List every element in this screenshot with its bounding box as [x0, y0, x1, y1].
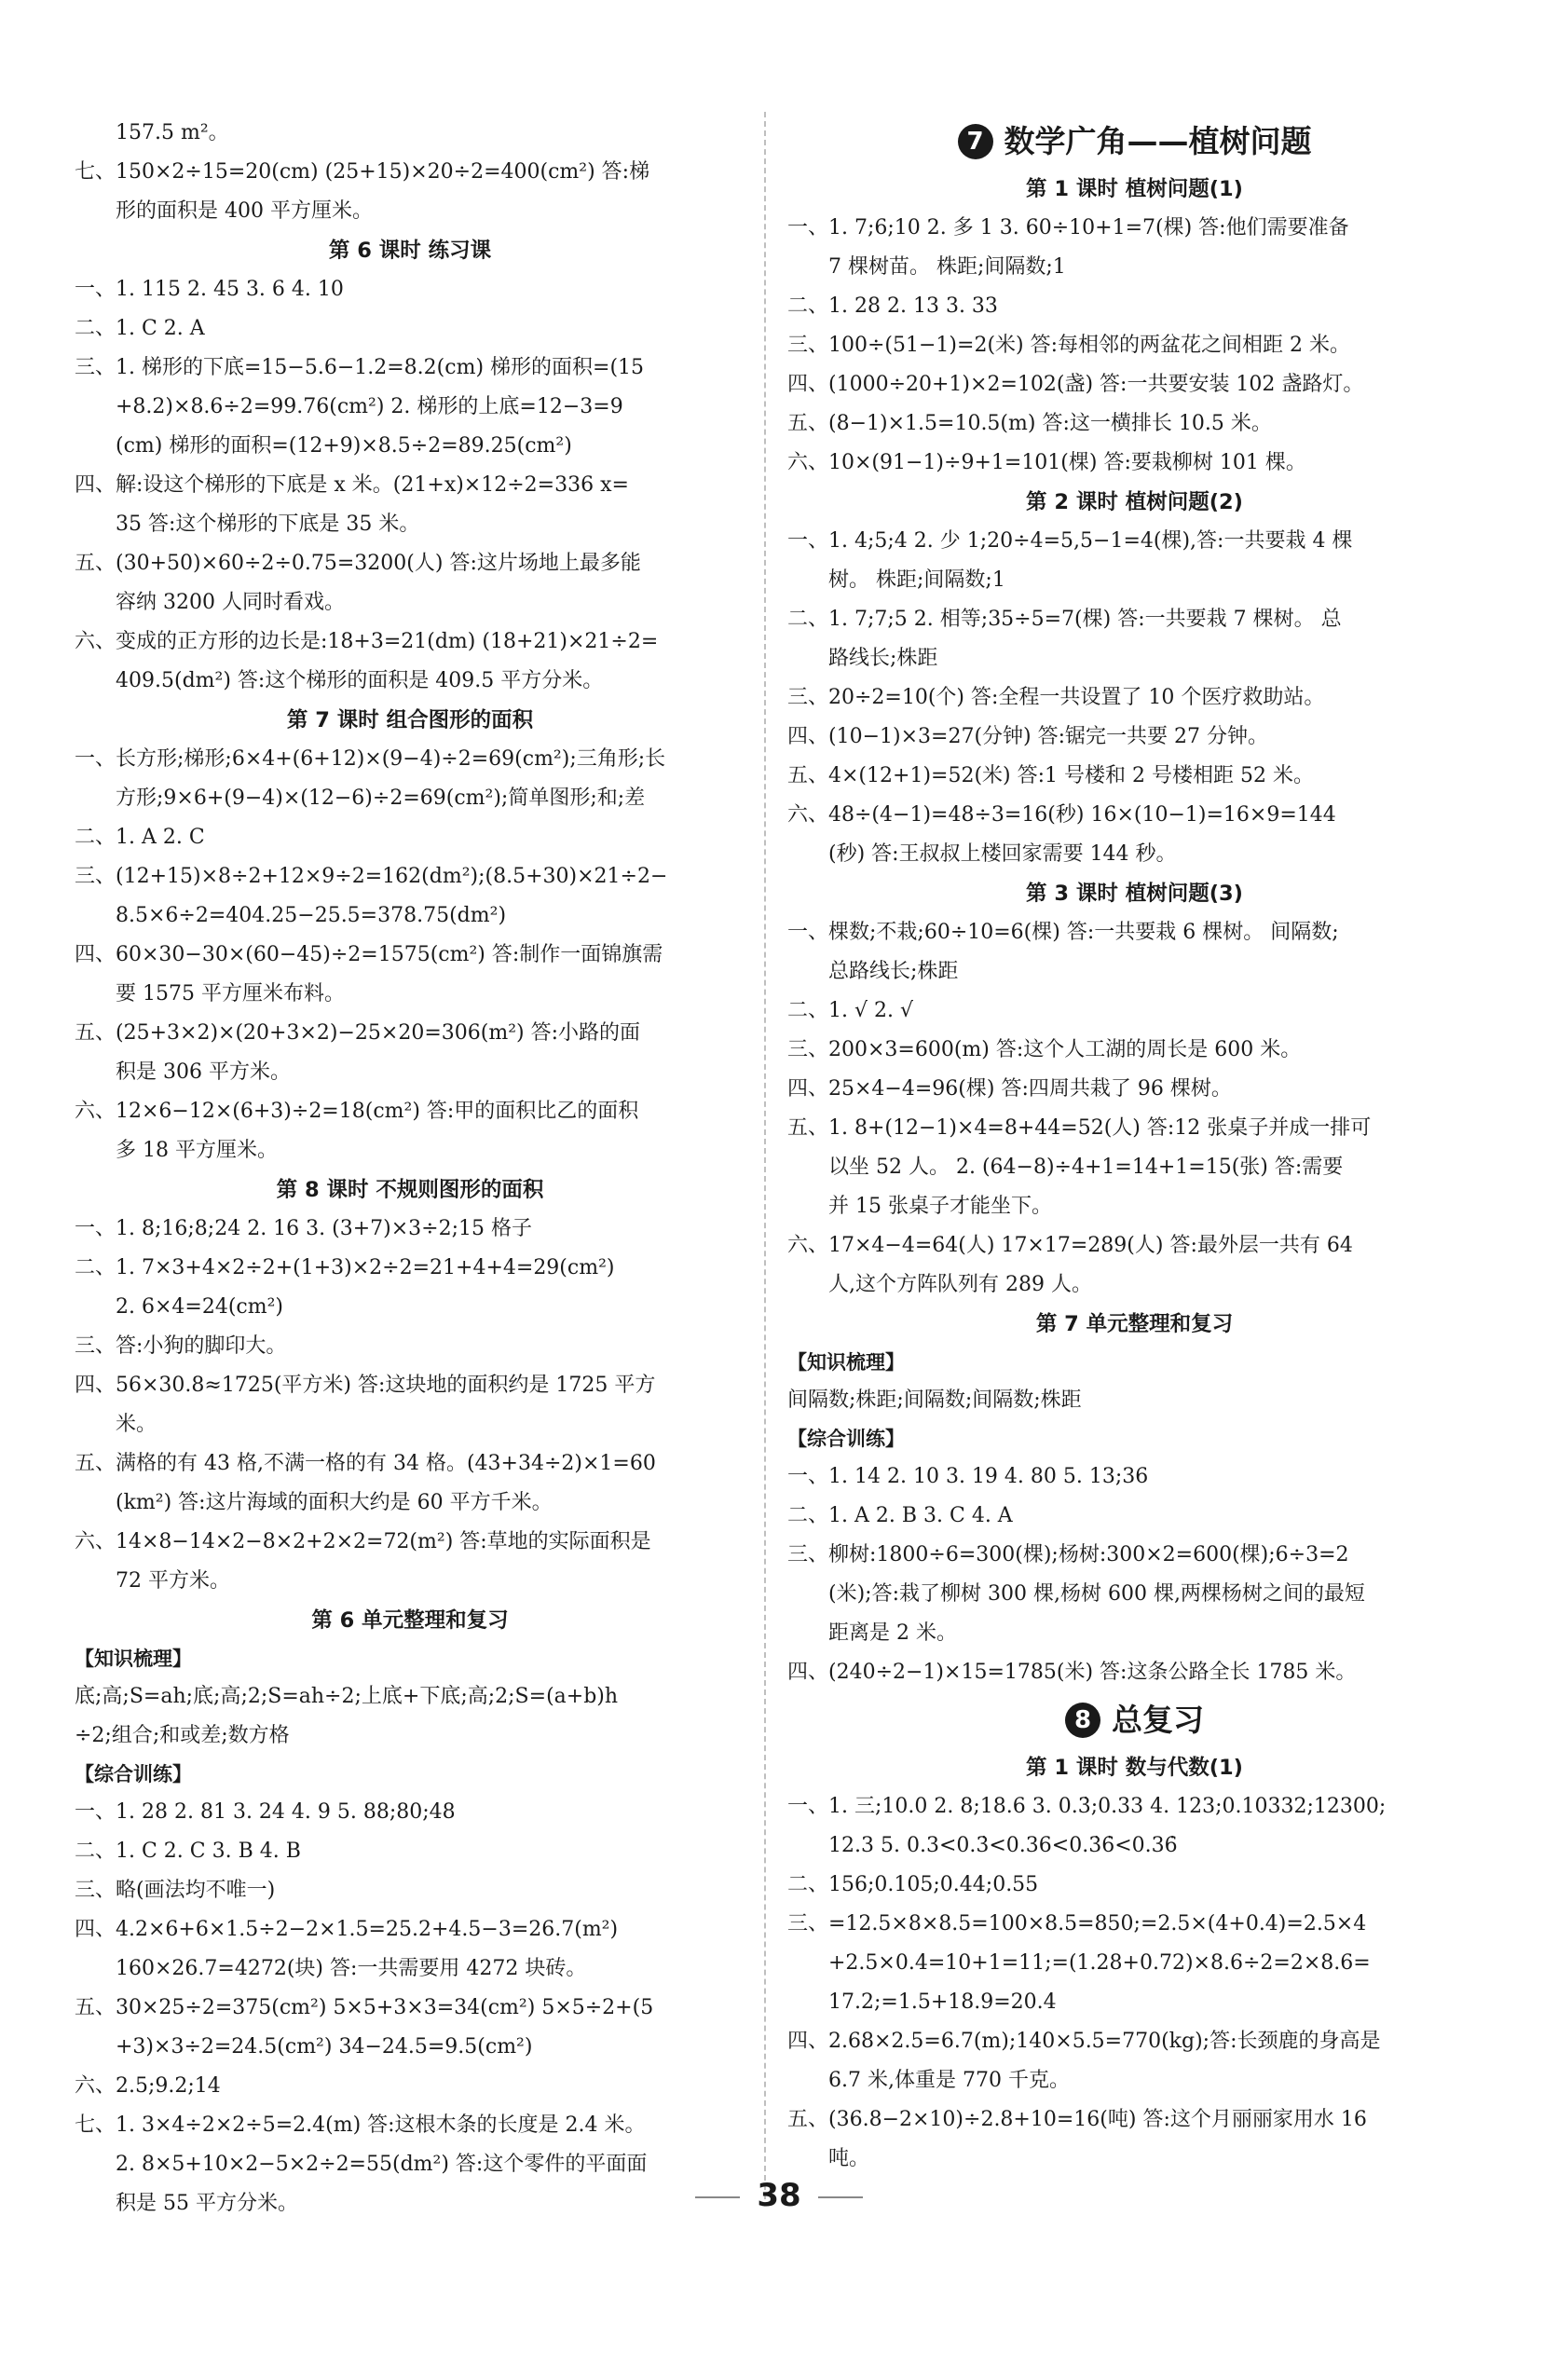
answer-line: 409.5(dm²) 答:这个梯形的面积是 409.5 平方分米。 — [116, 669, 604, 692]
answer-line: 五、(30+50)×60÷2÷0.75=3200(人) 答:这片场地上最多能 — [75, 552, 641, 575]
lesson-heading: 第 2 课时 植树问题(2) — [1026, 490, 1243, 514]
answer-line: 间隔数;株距;间隔数;间隔数;株距 — [787, 1388, 1082, 1412]
answer-line: 四、25×4−4=96(棵) 答:四周共栽了 96 棵树。 — [787, 1077, 1232, 1101]
answer-line: 二、1. 28 2. 13 3. 33 — [787, 294, 998, 318]
answer-line: 五、(36.8−2×10)÷2.8+10=16(吨) 答:这个月丽丽家用水 16 — [787, 2108, 1367, 2131]
section-label: 【综合训练】 — [787, 1428, 905, 1450]
section-label: 【知识梳理】 — [787, 1351, 905, 1374]
answer-line: 形的面积是 400 平方厘米。 — [116, 199, 373, 223]
answer-line: 72 平方米。 — [116, 1569, 230, 1593]
answer-line: 二、1. 7;7;5 2. 相等;35÷5=7(棵) 答:一共要栽 7 棵树。 总 — [787, 608, 1342, 631]
answer-line: 并 15 张桌子才能坐下。 — [828, 1195, 1052, 1218]
lesson-heading: 第 7 课时 组合图形的面积 — [286, 708, 534, 732]
answer-line: 以坐 52 人。 2. (64−8)÷4+1=14+1=15(张) 答:需要 — [828, 1156, 1344, 1179]
page-number: 38 — [757, 2177, 801, 2214]
unit-number-badge: 8 — [1065, 1703, 1100, 1738]
unit-heading — [787, 114, 1482, 170]
answer-line: 方形;9×6+(9−4)×(12−6)÷2=69(cm²);简单图形;和;差 — [116, 786, 646, 810]
answer-line: 六、48÷(4−1)=48÷3=16(秒) 16×(10−1)=16×9=144 — [787, 803, 1336, 827]
answer-line: 四、(240÷2−1)×15=1785(米) 答:这条公路全长 1785 米。 — [787, 1661, 1357, 1684]
answer-line: 积是 306 平方米。 — [116, 1060, 291, 1084]
answer-line: 三、=12.5×8×8.5=100×8.5=850;=2.5×(4+0.4)=2.5×4 — [787, 1912, 1367, 1935]
answer-line: 七、1. 3×4÷2×2÷5=2.4(m) 答:这根木条的长度是 2.4 米。 — [75, 2113, 646, 2137]
answer-line: 四、2.68×2.5=6.7(m);140×5.5=770(kg);答:长颈鹿的身高是 — [787, 2030, 1381, 2053]
answer-line: 六、12×6−12×(6+3)÷2=18(cm²) 答:甲的面积比乙的面积 — [75, 1100, 639, 1123]
answer-line: 五、(25+3×2)×(20+3×2)−25×20=306(m²) 答:小路的面 — [75, 1021, 641, 1045]
answer-line: 人,这个方阵队列有 289 人。 — [828, 1273, 1092, 1296]
answer-line: +2.5×0.4=10+1=11;=(1.28+0.72)×8.6÷2=2×8.6= — [828, 1951, 1371, 1975]
answer-line: 一、1. 28 2. 81 3. 24 4. 9 5. 88;80;48 — [75, 1800, 456, 1824]
answer-line: 四、(1000÷20+1)×2=102(盏) 答:一共要安装 102 盏路灯。 — [787, 373, 1364, 396]
unit-title: 数学广角——植树问题 — [1004, 123, 1312, 159]
answer-line: 六、14×8−14×2−8×2+2×2=72(m²) 答:草地的实际面积是 — [75, 1530, 651, 1553]
answer-line: 8.5×6÷2=404.25−25.5=378.75(dm²) — [116, 904, 507, 927]
page-footer — [0, 2177, 1558, 2214]
answer-line: 二、1. C 2. C 3. B 4. B — [75, 1840, 301, 1863]
answer-line: 五、满格的有 43 格,不满一格的有 34 格。(43+34÷2)×1=60 — [75, 1452, 656, 1475]
answer-line: 四、4.2×6+6×1.5÷2−2×1.5=25.2+4.5−3=26.7(m²) — [75, 1918, 619, 1941]
answer-line: (米);答:栽了柳树 300 棵,杨树 600 棵,两棵杨树之间的最短 — [828, 1582, 1365, 1606]
answer-line: 一、1. 8;16;8;24 2. 16 3. (3+7)×3÷2;15 格子 — [75, 1217, 533, 1240]
answer-line: 树。 株距;间隔数;1 — [828, 568, 1005, 592]
answer-line: 一、1. 三;10.0 2. 8;18.6 3. 0.3̇;0.33 4. 123;0.10332;12300; — [787, 1795, 1387, 1818]
footer-dash-right — [818, 2196, 863, 2198]
answer-line: 一、1. 14 2. 10 3. 19 4. 80 5. 13;36 — [787, 1465, 1149, 1488]
answer-line: 一、1. 115 2. 45 3. 6 4. 10 — [75, 278, 344, 301]
answer-line: 二、1. C 2. A — [75, 317, 205, 340]
answer-line: 四、56×30.8≈1725(平方米) 答:这块地的面积约是 1725 平方 — [75, 1374, 656, 1397]
answer-line: 160×26.7=4272(块) 答:一共需要用 4272 块砖。 — [116, 1957, 587, 1980]
answer-line: 6.7 米,体重是 770 千克。 — [828, 2069, 1070, 2092]
answer-line: 二、156;0.105;0.44;0.55 — [787, 1873, 1039, 1896]
right-column — [787, 114, 1482, 2179]
answer-line: 一、棵数;不栽;60÷10=6(棵) 答:一共要栽 6 棵树。 间隔数; — [787, 921, 1339, 944]
answer-line: 三、20÷2=10(个) 答:全程一共设置了 10 个医疗救助站。 — [787, 686, 1325, 709]
answer-line: 三、200×3=600(m) 答:这个人工湖的周长是 600 米。 — [787, 1038, 1302, 1061]
answer-line: 二、1. A 2. C — [75, 826, 205, 849]
answer-line: 一、长方形;梯形;6×4+(6+12)×(9−4)÷2=69(cm²);三角形;长 — [75, 747, 666, 771]
answer-line: 容纳 3200 人同时看戏。 — [116, 591, 345, 614]
answer-line: 12.3 5. 0.3<0.3̇<0.36<0.3̇6̇<0.36̇ — [828, 1834, 1178, 1857]
answer-line: 总路线长;株距 — [828, 960, 959, 983]
answer-line: 三、柳树:1800÷6=300(棵);杨树:300×2=600(棵);6÷3=2 — [787, 1543, 1349, 1566]
answer-line: +8.2)×8.6÷2=99.76(cm²) 2. 梯形的上底=12−3=9 — [116, 395, 623, 418]
answer-line: 六、10×(91−1)÷9+1=101(棵) 答:要栽柳树 101 棵。 — [787, 451, 1306, 474]
answer-line: (cm) 梯形的面积=(12+9)×8.5÷2=89.25(cm²) — [116, 434, 572, 458]
lesson-heading: 第 7 单元整理和复习 — [1035, 1312, 1234, 1336]
unit-title: 总复习 — [1112, 1702, 1204, 1738]
answer-line: 五、4×(12+1)=52(米) 答:1 号楼和 2 号楼相距 52 米。 — [787, 764, 1314, 787]
answer-line: 六、变成的正方形的边长是:18+3=21(dm) (18+21)×21÷2= — [75, 630, 659, 653]
section-label: 【知识梳理】 — [75, 1648, 192, 1670]
lesson-heading: 第 1 课时 数与代数(1) — [1026, 1756, 1243, 1780]
answer-line: 四、60×30−30×(60−45)÷2=1575(cm²) 答:制作一面锦旗需 — [75, 943, 663, 966]
answer-line: 三、(12+15)×8÷2+12×9÷2=162(dm²);(8.5+30)×21÷2− — [75, 865, 668, 888]
answer-line: 五、1. 8+(12−1)×4=8+44=52(人) 答:12 张桌子并成一排可 — [787, 1116, 1372, 1140]
answer-line: 2. 8×5+10×2−5×2÷2=55(dm²) 答:这个零件的平面面 — [116, 2153, 648, 2176]
answer-line: 35 答:这个梯形的下底是 35 米。 — [116, 513, 420, 536]
answer-line: 积是 55 平方分米。 — [116, 2192, 298, 2215]
answer-line: 六、17×4−4=64(人) 17×17=289(人) 答:最外层一共有 64 — [787, 1234, 1353, 1257]
answer-line: 三、答:小狗的脚印大。 — [75, 1334, 287, 1358]
answer-line: 四、解:设这个梯形的下底是 x 米。(21+x)×12÷2=336 x= — [75, 473, 629, 497]
answer-line: 7 棵树苗。 株距;间隔数;1 — [828, 255, 1066, 279]
answer-line: 六、2.5;9.2;14 — [75, 2074, 221, 2098]
unit-number-badge: 7 — [958, 124, 993, 159]
answer-line: 吨。 — [828, 2147, 870, 2170]
answer-line: (秒) 答:王叔叔上楼回家需要 144 秒。 — [828, 842, 1177, 866]
answer-line: 二、1. √ 2. √ — [787, 999, 913, 1022]
unit-heading — [787, 1692, 1482, 1748]
answer-line: 要 1575 平方厘米布料。 — [116, 982, 345, 1005]
answer-line: 四、(10−1)×3=27(分钟) 答:锯完一共要 27 分钟。 — [787, 725, 1269, 748]
answer-line: 三、1. 梯形的下底=15−5.6−1.2=8.2(cm) 梯形的面积=(15 — [75, 356, 645, 379]
answer-line: 路线长;株距 — [828, 647, 938, 670]
lesson-heading: 第 6 单元整理和复习 — [311, 1608, 509, 1633]
answer-line: 五、(8−1)×1.5=10.5(m) 答:这一横排长 10.5 米。 — [787, 412, 1272, 435]
answer-line: 三、略(画法均不唯一) — [75, 1879, 276, 1902]
answer-line: 七、150×2÷15=20(cm) (25+15)×20÷2=400(cm²) 答:梯 — [75, 160, 650, 184]
left-column — [75, 114, 745, 2223]
answer-line: 距离是 2 米。 — [828, 1621, 957, 1645]
answer-line: (km²) 答:这片海域的面积大约是 60 平方千米。 — [116, 1491, 553, 1514]
column-divider — [764, 112, 766, 2199]
answer-line: 底;高;S=ah;底;高;2;S=ah÷2;上底+下底;高;2;S=(a+b)h — [75, 1685, 619, 1708]
answer-line: 157.5 m²。 — [116, 121, 229, 144]
answer-line: 五、30×25÷2=375(cm²) 5×5+3×3=34(cm²) 5×5÷2+(5 — [75, 1996, 654, 2019]
answer-line: 三、100÷(51−1)=2(米) 答:每相邻的两盆花之间相距 2 米。 — [787, 334, 1351, 357]
answer-line: 17.2;=1.5+18.9=20.4 — [828, 1990, 1057, 2014]
lesson-heading: 第 3 课时 植树问题(3) — [1026, 882, 1243, 906]
answer-line: 一、1. 7;6;10 2. 多 1 3. 60÷10+1=7(棵) 答:他们需要准备 — [787, 216, 1349, 239]
lesson-heading: 第 1 课时 植树问题(1) — [1026, 177, 1243, 201]
answer-line: 多 18 平方厘米。 — [116, 1139, 278, 1162]
lesson-heading: 第 6 课时 练习课 — [328, 239, 492, 263]
answer-line: 二、1. A 2. B 3. C 4. A — [787, 1504, 1013, 1527]
section-label: 【综合训练】 — [75, 1763, 192, 1785]
answer-line: 一、1. 4;5;4 2. 少 1;20÷4=5,5−1=4(棵),答:一共要栽 4 棵 — [787, 529, 1353, 553]
answer-line: 米。 — [116, 1413, 157, 1436]
answer-line: ÷2;组合;和或差;数方格 — [75, 1724, 290, 1747]
answer-line: +3)×3÷2=24.5(cm²) 34−24.5=9.5(cm²) — [116, 2035, 533, 2059]
footer-dash-left — [695, 2196, 740, 2198]
lesson-heading: 第 8 课时 不规则图形的面积 — [276, 1178, 544, 1202]
answer-line: 2. 6×4=24(cm²) — [116, 1295, 284, 1319]
answer-line: 二、1. 7×3+4×2÷2+(1+3)×2÷2=21+4+4=29(cm²) — [75, 1256, 615, 1279]
